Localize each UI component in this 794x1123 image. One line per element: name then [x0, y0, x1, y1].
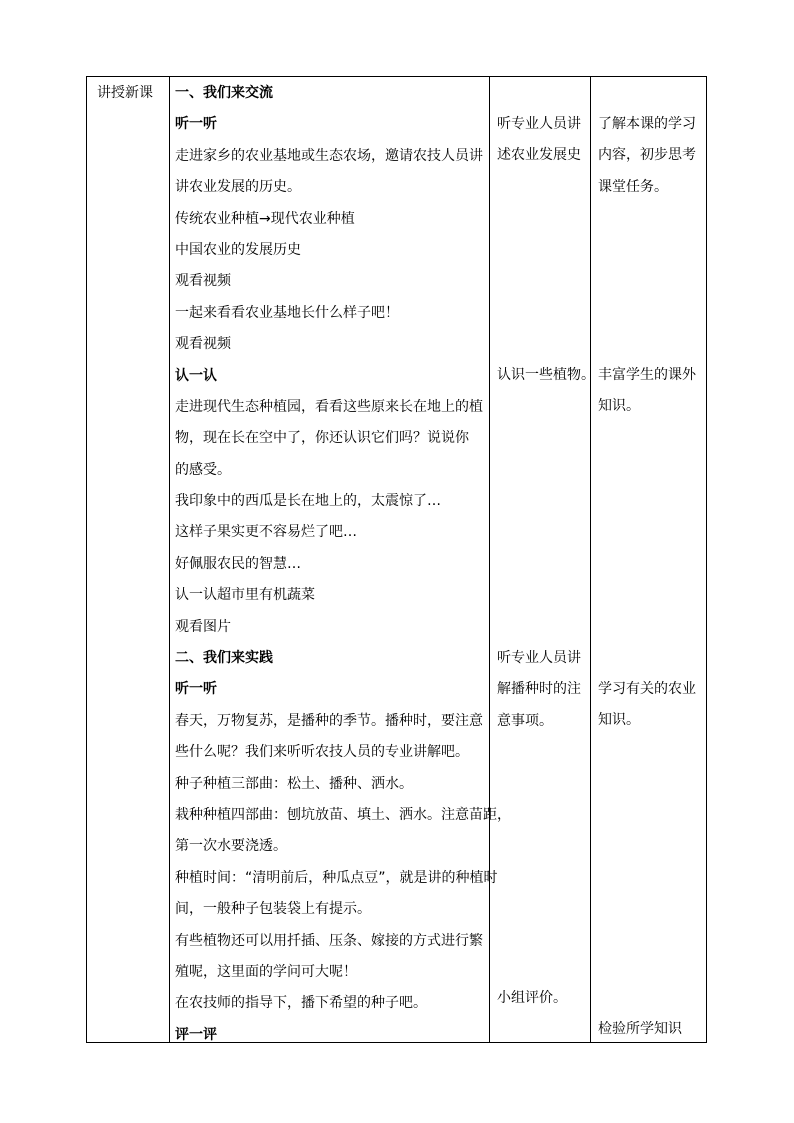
student-activity-line: 述农业发展史 — [497, 147, 581, 164]
content-line: 春天，万物复苏，是播种的季节。播种时，要注意 — [175, 712, 483, 729]
content-line: 走进家乡的农业基地或生态农场，邀请农技人员讲 — [175, 147, 483, 164]
section-label: 讲授新课 — [97, 85, 153, 101]
design-intent-line: 检验所学知识 — [598, 1021, 682, 1037]
content-line: 一起来看看农业基地长什么样子吧！ — [175, 304, 399, 321]
student-activity-block-3 — [497, 643, 581, 737]
content-heading: 听一听 — [175, 116, 217, 133]
design-intent-line: 学习有关的农业 — [598, 681, 696, 697]
content-heading: 评一评 — [175, 1026, 217, 1043]
student-activity-block-4 — [497, 983, 567, 1014]
section-label-column — [97, 78, 153, 109]
content-line: 的感受。 — [175, 461, 231, 478]
student-activity-line: 听专业人员讲 — [497, 650, 581, 666]
content-line: 这样子果实更不容易烂了吧… — [175, 524, 357, 541]
content-line: 殖呢，这里面的学问可大呢！ — [175, 963, 357, 980]
content-line: 观看图片 — [175, 618, 231, 635]
content-line: 种子种植三部曲：松土、播种、洒水。 — [175, 775, 413, 792]
content-line: 走进现代生态种植园，看看这些原来长在地上的植 — [175, 398, 483, 415]
teaching-content-column — [175, 78, 511, 1051]
design-intent-block-1 — [598, 109, 696, 203]
content-line: 有些植物还可以用扦插、压条、嫁接的方式进行繁 — [175, 932, 483, 949]
student-activity-line: 认识一些植物。 — [497, 367, 595, 383]
student-activity-block-1 — [497, 109, 581, 172]
column-divider — [169, 77, 170, 1042]
column-divider — [590, 77, 591, 1042]
student-activity-line: 小组评价。 — [497, 990, 567, 1006]
content-line: 间，一般种子包装袋上有提示。 — [175, 901, 371, 918]
content-heading: 二、我们来实践 — [175, 650, 273, 667]
content-line: 些什么呢？我们来听听农技人员的专业讲解吧。 — [175, 744, 469, 761]
content-line: 认一认超市里有机蔬菜 — [175, 587, 315, 604]
content-line: 在农技师的指导下，播下希望的种子吧。 — [175, 995, 427, 1012]
content-heading: 认一认 — [175, 367, 217, 384]
design-intent-line: 知识。 — [598, 398, 640, 415]
design-intent-block-3 — [598, 674, 696, 737]
content-line: 栽种种植四部曲：刨坑放苗、填土、洒水。注意苗距， — [175, 806, 511, 823]
content-line: 中国农业的发展历史 — [175, 241, 301, 258]
student-activity-line: 意事项。 — [497, 712, 553, 729]
content-line: 传统农业种植→现代农业种植 — [175, 210, 355, 227]
content-line: 观看视频 — [175, 273, 231, 290]
content-heading: 听一听 — [175, 681, 217, 698]
content-line: 种植时间：“清明前后，种瓜点豆”，就是讲的种植时 — [175, 869, 498, 886]
content-line: 我印象中的西瓜是长在地上的，太震惊了… — [175, 493, 441, 510]
content-line: 物，现在长在空中了，你还认识它们吗？说说你 — [175, 430, 469, 447]
lesson-plan-table — [86, 76, 707, 1043]
content-line: 讲农业发展的历史。 — [175, 179, 301, 196]
student-activity-line: 听专业人员讲 — [497, 116, 581, 132]
design-intent-line: 丰富学生的课外 — [598, 367, 696, 383]
content-line: 观看视频 — [175, 336, 231, 353]
design-intent-line: 内容，初步思考 — [598, 147, 696, 164]
design-intent-line: 了解本课的学习 — [598, 116, 696, 132]
content-line: 好佩服农民的智慧… — [175, 555, 301, 572]
student-activity-block-2 — [497, 360, 595, 391]
content-line: 第一次水要浇透。 — [175, 838, 287, 855]
design-intent-line: 知识。 — [598, 712, 640, 729]
student-activity-line: 解播种时的注 — [497, 681, 581, 698]
design-intent-line: 课堂任务。 — [598, 178, 668, 195]
design-intent-block-4 — [598, 1014, 682, 1045]
content-heading: 一、我们来交流 — [175, 85, 273, 101]
design-intent-block-2 — [598, 360, 696, 423]
